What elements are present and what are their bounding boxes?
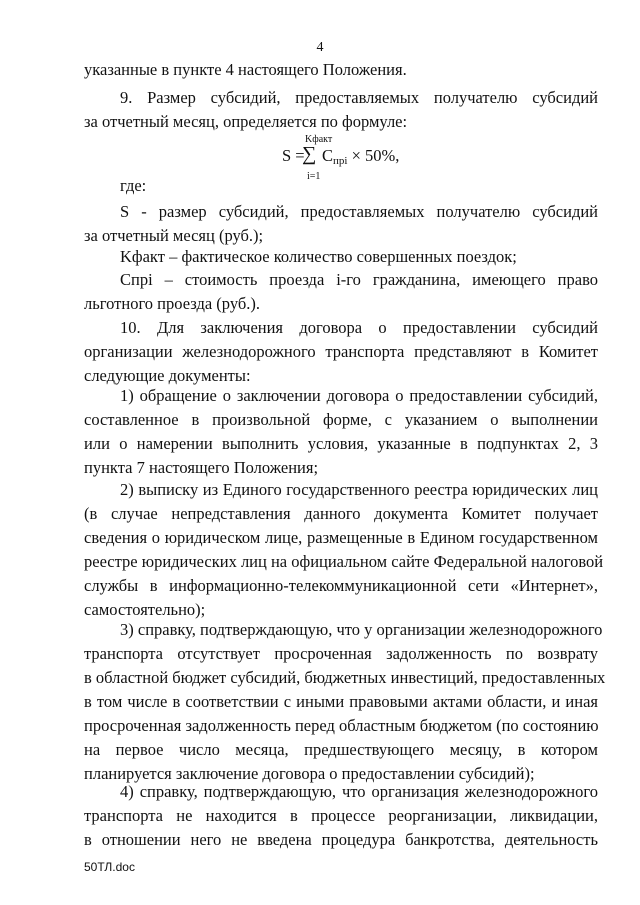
text-line: в том числе в соответствии с иными правовыми актами области, и иная	[84, 692, 598, 711]
text-line: просроченная задолженность перед областным бюджетом (по состоянию	[84, 716, 599, 735]
list-item-2	[84, 478, 604, 622]
formula-sum-upper: Kфакт	[305, 134, 333, 145]
list-item-3	[84, 618, 606, 786]
intro-paragraph	[84, 58, 598, 82]
text-line: на первое число месяца, предшествующего месяцу, в котором	[84, 740, 598, 759]
where-label	[84, 174, 598, 198]
definition-s	[84, 200, 598, 248]
text-line: (в случае непредставления данного документа Комитет получает	[84, 504, 598, 523]
text-line: Cпрi – стоимость проезда i-го гражданина, имеющего право	[120, 270, 598, 289]
formula-lhs: S =	[282, 146, 305, 165]
text-line: указанные в пункте 4 настоящего Положения.	[84, 60, 407, 79]
subsidy-formula	[0, 128, 640, 182]
text-line: составленное в произвольной форме, с указанием о выполнении	[84, 410, 598, 429]
formula-rhs-main: C	[322, 146, 334, 165]
text-line: S - размер субсидий, предоставляемых получателю субсидий	[120, 202, 598, 221]
text-line: 9. Размер субсидий, предоставляемых получателю субсидий	[120, 88, 598, 107]
definition-c	[84, 268, 598, 316]
formula-rhs	[322, 144, 399, 173]
text-line: 4) справку, подтверждающую, что организация железнодорожного	[120, 782, 598, 801]
text-line: в отношении него не введена процедура банкротства, деятельность	[84, 830, 598, 849]
list-item-1	[84, 384, 598, 480]
text-line: в областной бюджет субсидий, бюджетных инвестиций, предоставленных	[84, 668, 606, 687]
text-line: планируется заключение договора о предоставлении субсидий);	[84, 764, 535, 783]
formula-sum-lower: i=1	[307, 171, 321, 182]
formula-rhs-sub: пpi	[333, 155, 348, 167]
text-line: организации железнодорожного транспорта представляют в Комитет	[84, 342, 598, 361]
definition-k	[84, 245, 598, 269]
text-line: реестре юридических лиц на официальном сайте Федеральной налоговой	[84, 552, 604, 571]
text-line: 2) выписку из Единого государственного реестра юридических лиц	[120, 480, 598, 499]
text-line: льготного проезда (руб.).	[84, 294, 260, 313]
text-line: или о намерении выполнить условия, указанные в подпунктах 2, 3	[84, 434, 598, 453]
text-line: следующие документы:	[84, 366, 251, 385]
formula-rhs-tail: × 50%,	[351, 146, 400, 165]
footer-filename: 50ТЛ.doc	[84, 860, 135, 874]
text-line: самостоятельно);	[84, 600, 206, 619]
paragraph-9	[84, 86, 598, 134]
text-line: 3) справку, подтверждающую, что у организации железнодорожного	[120, 620, 603, 639]
formula-sum-symbol: ∑	[302, 143, 317, 165]
text-line: сведения о юридическом лице, размещенные в Едином государственном	[84, 528, 598, 547]
text-line: где:	[120, 176, 147, 195]
text-line: Kфакт – фактическое количество совершенных поездок;	[120, 247, 517, 266]
text-line: 10. Для заключения договора о предоставлении субсидий	[120, 318, 598, 337]
text-line: за отчетный месяц (руб.);	[84, 226, 264, 245]
text-line: транспорта не находится в процессе реорганизации, ликвидации,	[84, 806, 598, 825]
page-number: 4	[316, 40, 324, 55]
text-line: за отчетный месяц, определяется по формуле:	[84, 112, 408, 131]
text-line: службы в информационно-телекоммуникационной сети «Интернет»,	[84, 576, 598, 595]
text-line: 1) обращение о заключении договора о предоставлении субсидий,	[120, 386, 598, 405]
list-item-4	[84, 780, 598, 852]
paragraph-10	[84, 316, 598, 388]
text-line: транспорта отсутствует просроченная задолженность по возврату	[84, 644, 598, 663]
text-line: пункта 7 настоящего Положения;	[84, 458, 319, 477]
